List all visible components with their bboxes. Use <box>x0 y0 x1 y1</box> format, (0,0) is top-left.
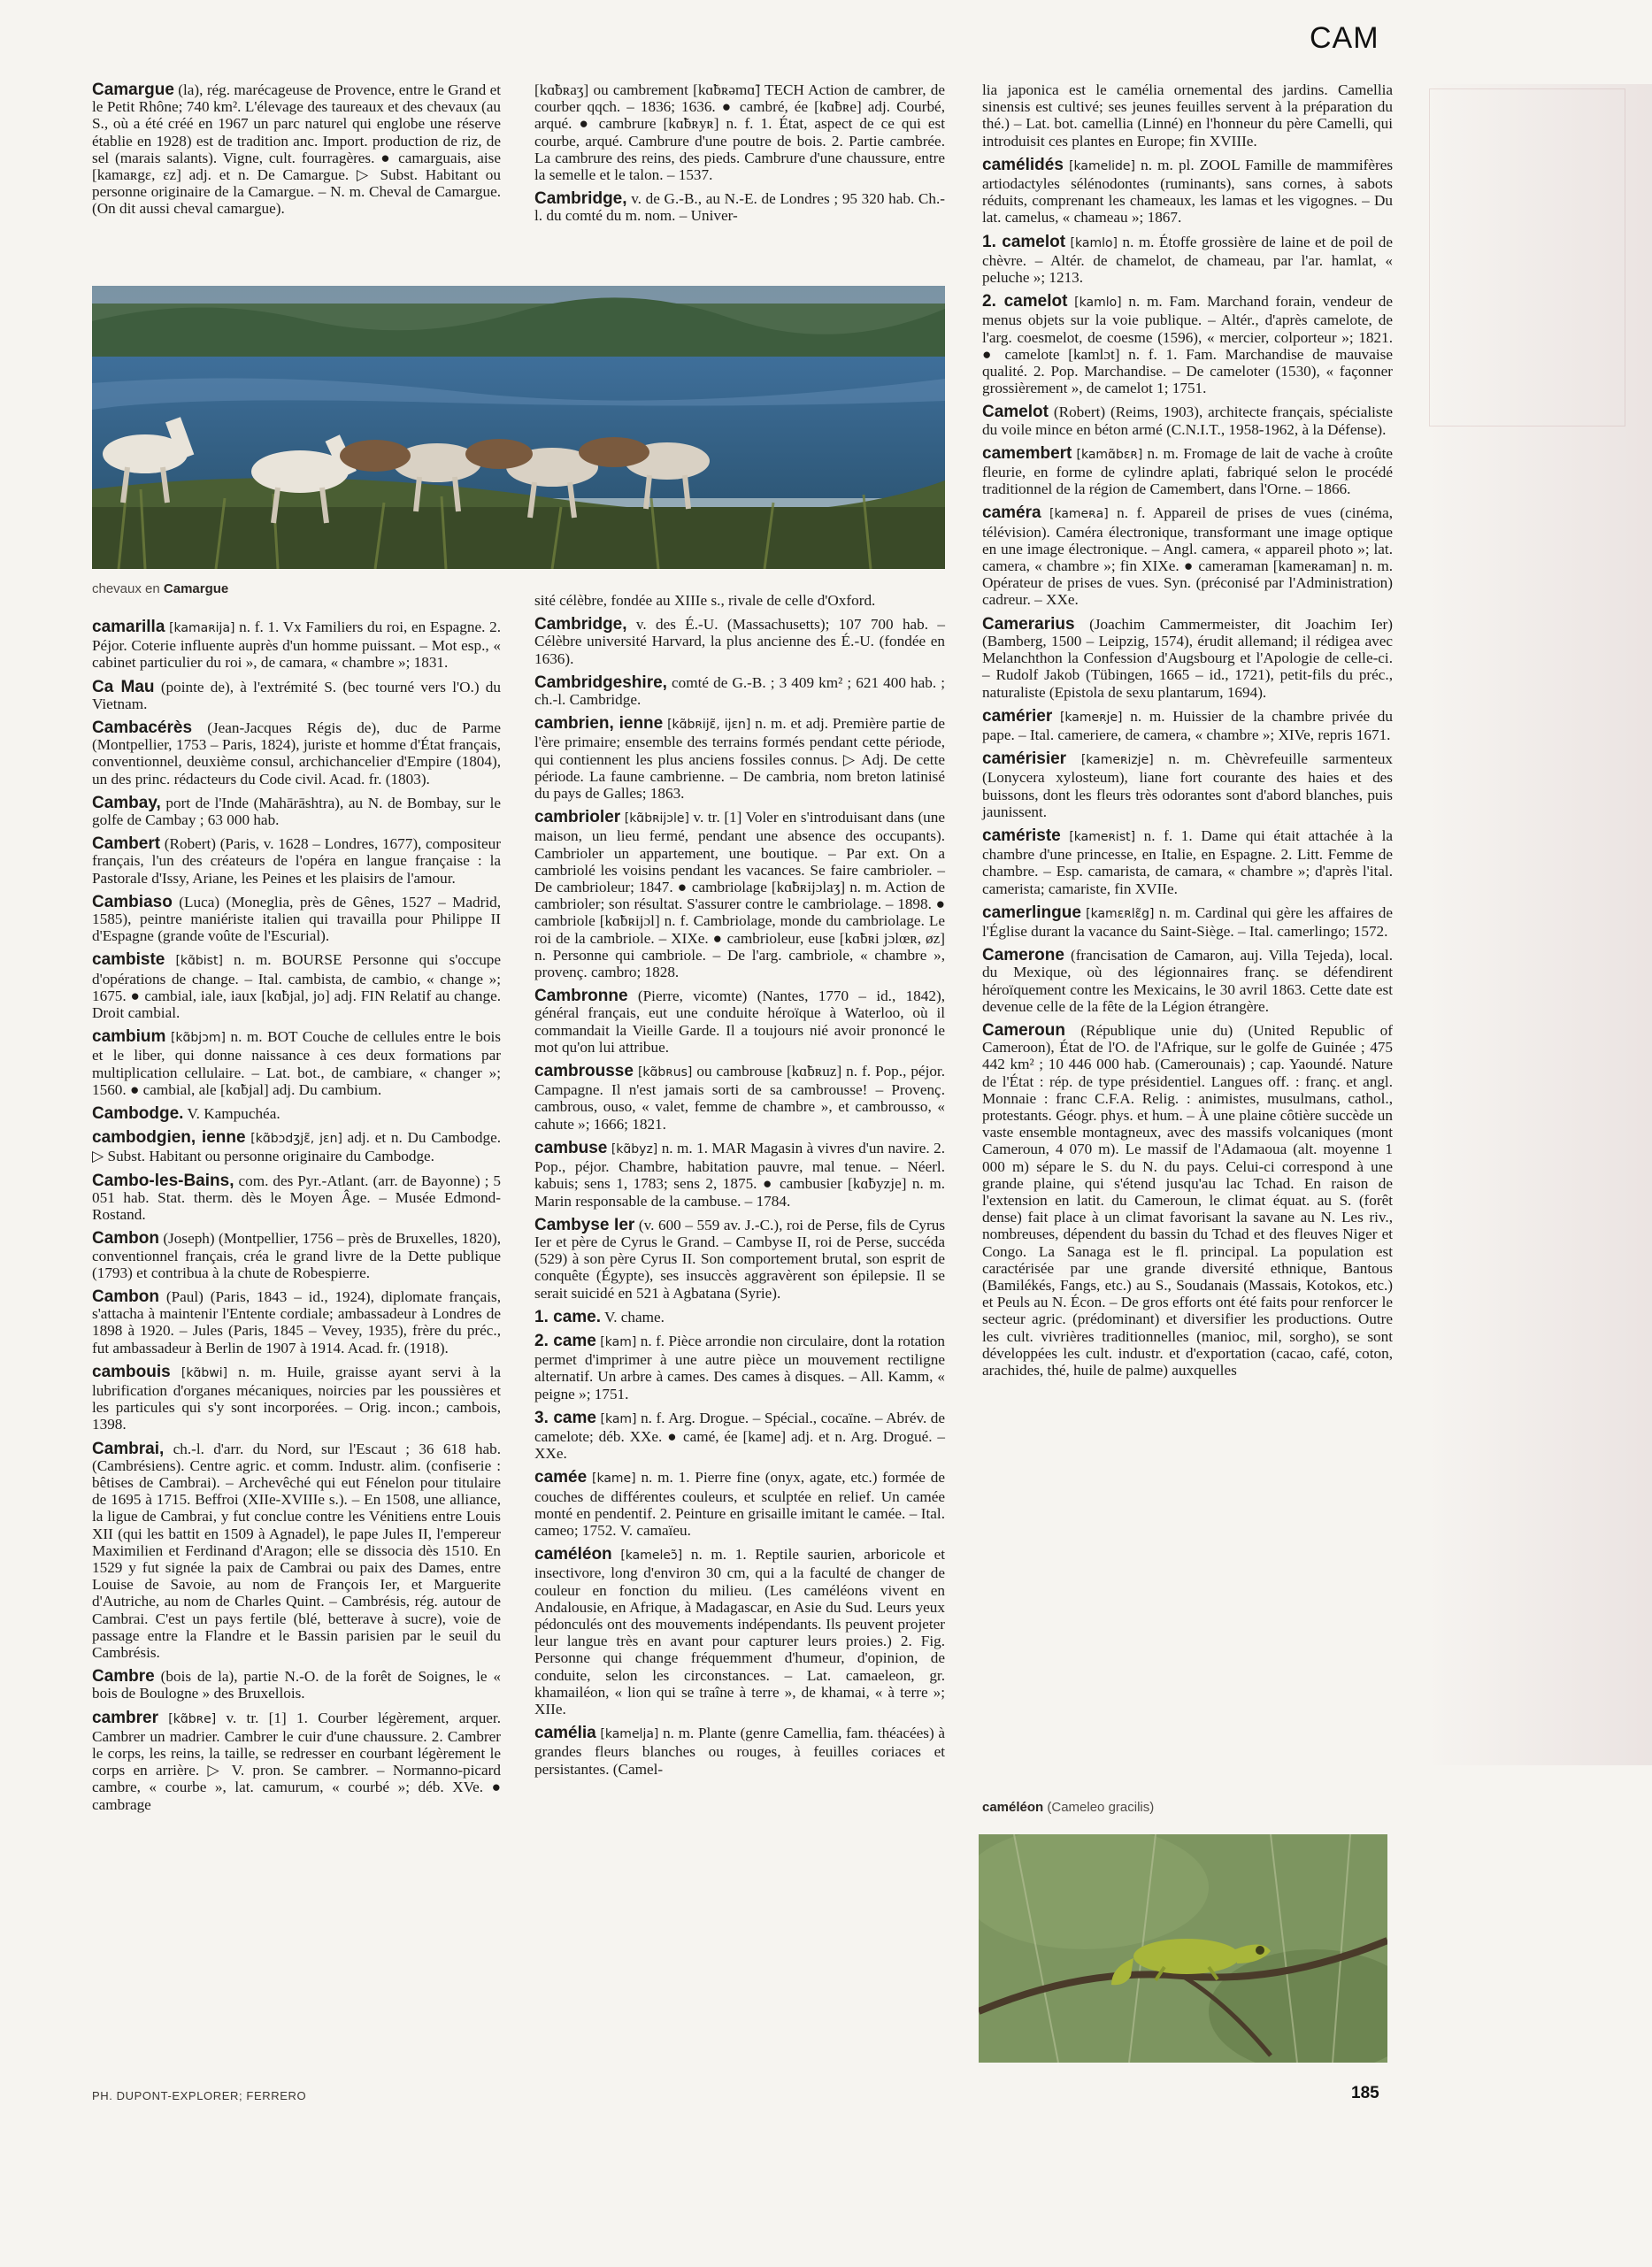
dictionary-entry <box>92 1710 501 1813</box>
cameleon-photo-caption <box>982 1800 1154 1815</box>
entry-headword: Cambre <box>92 1667 155 1687</box>
dictionary-entry <box>534 1725 945 1778</box>
entry-pronunciation: [kamlo] <box>1070 235 1118 250</box>
entry-pronunciation: [kɑ̃bjɔm] <box>170 1031 226 1046</box>
dictionary-entry <box>534 190 945 224</box>
entry-text: sité célèbre, fondée au XIIIe s., rivale de celle d'Oxford. <box>534 592 876 609</box>
entry-headword: Cambodge. <box>92 1104 184 1124</box>
dictionary-entry <box>92 81 501 218</box>
entry-text: n. m. BOT Couche de cellules entre le bois et le liber, qui donne naissance à ces deux formations par multiplication cellulaire. – Lat. bot., de cambiare, « changer »; 1560. ● cambial, ale [kɑ̃bjal] adj. Du cambium. <box>92 1028 501 1098</box>
dictionary-entry <box>534 715 945 802</box>
entry-headword: Cambiaso <box>92 892 173 911</box>
entry-text: [kɑ̃bʀaʒ] ou cambrement [kɑ̃bʀəmɑ̃] TECH Action de cambrer, de courber qqch. – 1836; 1636. ● cambré, ée [kɑ̃bʀe] adj. Courbé, arqué. ● cambrure [kɑ̃bʀyʀ] n. f. 1. État, aspect de ce qui est courbe, arqué. Cambrure d'une poutre de bois. 2. Partie cambrée. La cambrure des reins, des pieds. Cambrure d'une chaussure, entre la semelle et le talon. – 1537. <box>534 81 945 184</box>
dictionary-entry <box>982 1022 1393 1379</box>
entry-pronunciation: [kameʀje] <box>1059 710 1123 725</box>
entry-text: V. chame. <box>604 1308 665 1326</box>
bleed-through-frame <box>1429 88 1625 427</box>
dictionary-entry <box>534 1546 945 1718</box>
dictionary-entry <box>982 947 1393 1015</box>
dictionary-entry <box>982 81 1393 150</box>
entry-headword: camérier <box>982 706 1053 726</box>
entry-pronunciation: [kam] <box>600 1334 637 1349</box>
entry-headword: Cambridge, <box>534 189 627 209</box>
dictionary-entry <box>534 1063 945 1133</box>
dictionary-entry <box>92 619 501 672</box>
entry-text: (bois de la), partie N.-O. de la forêt de Soignes, le « bois de Boulogne » des Bruxellois. <box>92 1668 502 1702</box>
dictionary-entry <box>92 894 501 945</box>
entry-pronunciation: [kamelja] <box>600 1727 659 1742</box>
entry-pronunciation: [kam] <box>600 1411 637 1426</box>
entry-pronunciation: [kɑ̃bʀijɔle] <box>624 811 689 826</box>
camargue-horses-photo <box>92 286 945 569</box>
column-3 <box>982 81 1393 1386</box>
entry-text: (pointe de), à l'extrémité S. (bec tourné vers l'O.) du Vietnam. <box>92 678 501 712</box>
entry-headword: camérisier <box>982 749 1067 769</box>
dictionary-entry <box>534 616 945 667</box>
entry-headword: camarilla <box>92 618 165 636</box>
camargue-photo-caption <box>92 581 228 596</box>
entry-text: (Robert) (Reims, 1903), architecte français, spécialiste du voile mince en béton armé (C.N.I.T., 1958-1962, à la Défense). <box>982 403 1393 438</box>
dictionary-entry <box>534 1410 945 1463</box>
entry-text: n. f. 1. Vx Familiers du roi, en Espagne. 2. Péjor. Coterie influente auprès d'un homme puissant. – Mot esp., « cabinet particulier du roi », de camara, « chambre »; 1831. <box>92 619 501 672</box>
entry-text: n. m. Étoffe grossière de laine et de poil de chèvre. – Altér. de chamelot, de chameau, par l'ar. hamlat, « peluche »; 1213. <box>982 233 1393 287</box>
entry-headword: cambrioler <box>534 808 621 827</box>
dictionary-entry <box>92 1288 501 1356</box>
dictionary-entry <box>534 1217 945 1302</box>
entry-headword: Cambacérès <box>92 719 193 738</box>
entry-headword: caméléon <box>534 1545 612 1564</box>
entry-text: (Joachim Cammermeister, dit Joachim Ier) (Bamberg, 1500 – Leipzig, 1574), érudit allemand; il rédigea avec Melanchthon la Confession d'Augsbourg et l'Apologie de celle-ci. – Rudolf Jakob (Tübingen, 1665 – id., 1721), petit-fils du préc., naturaliste (Epistola de sexu plantarum, 1694). <box>982 615 1394 701</box>
entry-text: n. m. Huile, graisse ayant servi à la lubrification d'organes mécaniques, noircies par les poussières et les particules qui s'y sont incorporées. – Orig. incon.; cambois, 1398. <box>92 1363 502 1433</box>
dictionary-entry <box>534 1333 945 1402</box>
entry-headword: 1. came. <box>534 1307 601 1326</box>
entry-headword: cambrousse <box>534 1062 634 1081</box>
entry-pronunciation: [kɑ̃bʀe] <box>168 1711 217 1726</box>
entry-headword: Cambon <box>92 1287 159 1306</box>
entry-headword: Cambronne <box>534 987 628 1006</box>
entry-pronunciation: [kamaʀija] <box>169 621 235 635</box>
entry-text: (Robert) (Paris, v. 1628 – Londres, 1677), compositeur français, l'un des créateurs de l'opéra en langue française : la Pastorale d'Issy, Ariane, les Peines et les plaisirs de l'amour. <box>92 835 502 887</box>
dictionary-entry <box>92 1172 501 1224</box>
dictionary-entry <box>982 827 1393 897</box>
entry-headword: 2. came <box>534 1331 596 1350</box>
entry-text: v. tr. [1] Voler en s'introduisant dans (une maison, un lieu fermé, pendant une absence des occupants). Cambrioler un appartement, une boutique. – Par ext. On a cambriolé les voisins pendant les vacances. Se faire cambrioler. – De cambrioleur; 1847. ● cambriolage [kɑ̃bʀijɔlaʒ] n. m. Action de cambrioler; son résultat. S'assurer contre le cambriolage. – 1898. ● cambriole [kɑ̃bʀijɔl] n. f. Cambriolage, monde du cambriolage. Le roi de la cambriole. – XIXe. ● cambrioleur, euse [kɑ̃bʀi jɔlœʀ, øz] n. Personne qui cambriole. – De l'arg. cambriole, « chambre », provenç. cambro; 1828. <box>534 809 945 981</box>
dictionary-entry <box>534 81 945 183</box>
entry-text: V. Kampuchéa. <box>187 1105 280 1123</box>
entry-text: n. m. et adj. Première partie de l'ère primaire; ensemble des terrains formés pendant cette période, qui contiennent les plus anciens fossiles connus. ▷ Adj. De cette période. La faune cambrienne. – De cambria, nom breton latinisé du pays de Galles; 1863. <box>534 715 946 803</box>
dictionary-entry <box>92 1230 501 1281</box>
entry-text: n. f. Appareil de prises de vues (cinéma, télévision). Caméra électronique, transformant une image optique en une image électronique. – Angl. camera, « appareil photo »; lat. camera, « chambre »; fin XIXe. ● cameraman [kameʀaman] n. m. Opérateur de prises de vues. Syn. (préconisé par l'Administration) cadreur. – XXe. <box>982 504 1394 609</box>
entry-text: comté de G.-B. ; 3 409 km² ; 621 400 hab. ; ch.-l. Cambridge. <box>534 673 946 709</box>
entry-pronunciation: [kɑ̃bɔdʒjɛ̃, jɛn] <box>250 1132 342 1147</box>
caption-latin: (Cameleo gracilis) <box>1047 1800 1155 1815</box>
entry-headword: camélia <box>534 1724 596 1743</box>
entry-pronunciation: [kameʀist] <box>1069 829 1136 844</box>
dictionary-entry <box>982 708 1393 743</box>
column-1 <box>92 619 501 1820</box>
entry-headword: caméra <box>982 503 1041 523</box>
dictionary-entry <box>534 592 945 609</box>
entry-headword: camée <box>534 1468 588 1487</box>
chameleon-photo <box>979 1834 1387 2063</box>
column-2-top <box>534 81 945 232</box>
entry-headword: camerlingue <box>982 903 1081 922</box>
entry-text: n. m. Plante (genre Camellia, fam. théacées) à grandes fleurs blanches ou rouges, à feuilles coriaces et persistantes. (Camel- <box>534 1725 946 1778</box>
entry-text: (francisation de Camaron, auj. Villa Tejeda), local. du Mexique, où des légionnaires franç. se défendirent héroïquement contre les Mexicains, le 30 avril 1863. Cette date est devenue celle de la fête de la Légion étrangère. <box>982 947 1393 1015</box>
dictionary-entry <box>92 679 501 712</box>
running-head: CAM <box>1310 21 1379 55</box>
entry-headword: camériste <box>982 826 1061 845</box>
dictionary-entry <box>534 674 945 708</box>
entry-headword: Ca Mau <box>92 677 155 696</box>
entry-headword: Camelot <box>982 403 1049 422</box>
dictionary-entry <box>534 1469 945 1539</box>
entry-headword: Cambert <box>92 834 161 854</box>
entry-headword: Camerarius <box>982 614 1075 634</box>
dictionary-entry <box>982 157 1393 227</box>
entry-text: (la), rég. marécageuse de Provence, entre le Grand et le Petit Rhône; 740 km². L'élevage des taureaux et des chevaux (au S., où a été créé en 1967 un parc naturel qui englobe une réserve établie en 1928) est de tradition anc. Import. production de riz, de sel (marais salants). Vigne, cult. fourragères. ● camarguais, aise [kamaʀgɛ, ɛz] adj. et n. De Camargue. ▷ Subst. Habitant ou personne originaire de la Camargue. – N. m. Cheval de Camargue. (On dit aussi cheval camargue). <box>92 81 501 218</box>
column-1-top <box>92 81 501 225</box>
entry-headword: cambodgien, ienne <box>92 1128 246 1148</box>
entry-text: (Pierre, vicomte) (Nantes, 1770 – id., 1842), général français, eut une conduite héroïque à Waterloo, où il commandait la Vieille Garde. Il a toujours nié avoir prononcé le mot qu'on lui attribue. <box>534 987 945 1056</box>
entry-headword: Cambay, <box>92 793 161 812</box>
dictionary-entry <box>92 1364 501 1433</box>
entry-text: n. m. Cardinal qui gère les affaires de l'Église durant la vacance du Saint-Siège. – Ital. camerlingo; 1572. <box>982 903 1394 940</box>
entry-text: n. f. Arg. Drogue. – Spécial., cocaïne. – Abrév. de camelote; déb. XXe. ● camé, ée [kame] adj. et n. Arg. Drogué. – XXe. <box>534 1409 945 1463</box>
dictionary-entry <box>92 719 501 788</box>
entry-text: n. m. Fromage de lait de vache à croûte fleurie, en forme de cylindre aplati, fabriqué selon le procédé traditionnel de la région de Camembert, dans l'Orne. – 1866. <box>982 444 1394 498</box>
dictionary-entry <box>534 1309 945 1326</box>
entry-pronunciation: [kɑ̃bʀus] <box>637 1065 693 1080</box>
entry-text: n. m. Fam. Marchand forain, vendeur de menus objets sur la voie publique. – Altér., d'après camelote, de l'arg. coesmelot, de coesme (1596), « mercier, colporteur »; 1821. ● camelote [kamlɔt] n. f. 1. Fam. Marchandise de mauvaise qualité. 2. Pop. Marchandise. – De cameloter (1530), « façonner grossièrement », de camelot 1; 1751. <box>982 293 1393 397</box>
entry-text: (Jean-Jacques Régis de), duc de Parme (Montpellier, 1753 – Paris, 1824), juriste et homme d'État français, conventionnel, deuxième consul, archichancelier d'Empire (1804), un des princ. rédacteurs du Code civil. Acad. fr. (1803). <box>92 719 502 788</box>
dictionary-entry <box>92 1668 501 1702</box>
dictionary-entry <box>92 951 501 1021</box>
entry-headword: Cameroun <box>982 1020 1065 1040</box>
entry-pronunciation: [kamɑ̃bɛʀ] <box>1076 447 1143 462</box>
entry-text: n. m. 1. MAR Magasin à vivres d'un navire. 2. Pop., péjor. Chambre, habitation pauvre, mal tenue. – Néerl. kabuis; sens 1, 1783; sens 2, 1875. ● cambusier [kɑ̃byzje] n. m. Marin responsable de la cambuse. – 1784. <box>534 1139 946 1210</box>
photo-credit: PH. DUPONT-EXPLORER; FERRERO <box>92 2089 307 2102</box>
dictionary-entry <box>982 445 1393 498</box>
entry-headword: cambium <box>92 1027 166 1047</box>
entry-headword: Cambridgeshire, <box>534 672 667 692</box>
dictionary-entry <box>982 403 1393 437</box>
dictionary-entry <box>534 1140 945 1210</box>
entry-text: v. de G.-B., au N.-E. de Londres ; 95 320 hab. Ch.-l. du comté du m. nom. – Univer- <box>534 190 945 225</box>
entry-pronunciation: [kamlo] <box>1074 296 1122 311</box>
entry-text: n. m. 1. Pierre fine (onyx, agate, etc.) formée de couches de différentes couleurs, et sculptée en relief. Un camée monté en pendentif. 2. Peinture en grisaille imitant le camée. – Ital. cameo; 1752. V. camaïeu. <box>534 1469 945 1539</box>
caption-place: Camargue <box>163 581 229 596</box>
entry-headword: 2. camelot <box>982 292 1068 311</box>
entry-text: (Paul) (Paris, 1843 – id., 1924), diplomate français, s'attacha à maintenir l'Entente cordiale; ambassadeur à Londres de 1898 à 1920. – Jules (Paris, 1845 – Vevey, 1935), frère du préc., fut ambassadeur à Berlin de 1907 à 1914. Acad. fr. (1918). <box>92 1287 501 1356</box>
entry-headword: cambuse <box>534 1138 608 1157</box>
dictionary-entry <box>982 904 1393 940</box>
entry-pronunciation: [kameʀizje] <box>1080 753 1154 768</box>
entry-pronunciation: [kameleɔ̃] <box>620 1548 683 1564</box>
entry-text: (République unie du) (United Republic of Cameroon), État de l'O. de l'Afrique, sur le golfe de Guinée ; 475 442 km² ; 10 446 000 hab. (Camerounais) ; cap. Yaoundé. Nature de l'État : rép. de type présidentiel. Langues off. : franç. et angl. Monnaie : franc C.F.A. Relig. : animistes, musulmans, cathol., protestants. Géogr. phys. et hum. – À une plaine côtière succède un vaste ensemble montagneux, avec des massifs volcaniques (mont Cameroun, 4 070 m). Le massif de l'Adamaoua (alt. moyenne 1 000 m) sépare le S. du N. du pays. Celui-ci correspond à une grande plaine, qui s'étend jusqu'au lac Tchad. En raison de l'extension en latit. du Cameroun, le climat équat. au S. (forêt dense) fait place à un climat favorisant la savane au N. Les riv., nombreuses, dépendent du bassin du Tchad et des fleuves Niger et Congo. La Sanaga est le fl. principal. La population est caractérisée par une grande diversité ethnique, Bantous (Bamilékés, Fangs, etc.) au S., Soudanais (Massais, Kotokos, etc.) et Peuls au N. Écon. – De gros efforts ont été faits pour renforcer le secteur agric. (prédominant) et diversifier les productions. Outre les cult. vivrières traditionnelles (manioc, mil, sorgho), se sont développées les cult. industr. et d'exportation (cacao, café, coton, arachides, thé, huile de palme) auxquelles <box>982 1021 1393 1379</box>
entry-headword: 1. camelot <box>982 232 1066 251</box>
entry-text: n. m. Chèvrefeuille sarmenteux (Lonycera xylosteum), liane fort courante des haies et des buissons, dont les fleurs très odorantes sont d'abord blanches, puis jaunissent. <box>982 750 1394 820</box>
entry-pronunciation: [kamɛʀlɛ̃g] <box>1086 906 1155 921</box>
entry-text: n. m. Huissier de la chambre privée du pape. – Ital. cameriere, de camera, « chambre »; XIVe, repris 1671. <box>982 707 1393 743</box>
entry-headword: cambiste <box>92 950 165 970</box>
dictionary-entry <box>92 1441 501 1662</box>
page-number: 185 <box>1351 2084 1379 2102</box>
dictionary-entry <box>92 835 501 887</box>
dictionary-entry <box>534 809 945 980</box>
caption-name: caméléon <box>982 1800 1044 1815</box>
entry-headword: Camerone <box>982 946 1064 965</box>
entry-headword: cambrer <box>92 1708 158 1727</box>
entry-text: port de l'Inde (Mahārāshtra), au N. de Bombay, sur le golfe de Cambay ; 63 000 hab. <box>92 794 501 829</box>
dictionary-entry <box>92 795 501 828</box>
entry-pronunciation: [kame] <box>592 1472 636 1487</box>
entry-text: n. m. pl. ZOOL Famille de mammifères artiodactyles sélénodontes (ruminants), sans cornes, à sabots réduits, comprenant les chameaux, les lamas et les vigognes. – Du lat. camelus, « chameau »; 1867. <box>982 156 1394 227</box>
entry-text: n. f. 1. Dame qui était attachée à la chambre d'une princesse, en Italie, en Espagne. 2. Litt. Femme de chambre. – Esp. camarista, de camara, « chambre »; d'après l'ital. camerista; camariste, fin XVIIe. <box>982 826 1394 897</box>
entry-pronunciation: [kɑ̃byz] <box>611 1141 658 1157</box>
entry-text: n. m. 1. Reptile saurien, arboricole et insectivore, long d'environ 30 cm, qui a la faculté de changer de couleur en fonction du milieu. (Les caméléons vivent en Andalousie, en Afrique, à Madagascar, en Asie du Sud. Leurs yeux pédonculés ont des mouvements indépendants. Ils peuvent projeter leur langue très en avant pour capturer leurs proies.) 2. Fig. Personne qui change fréquemment d'humeur, d'opinion, de conduite, selon les circonstances. – Lat. camaeleon, gr. khamailéon, « lion qui se traîne à terre », de khamai, « à terre »; XIIe. <box>534 1546 946 1718</box>
dictionary-entry <box>982 293 1393 396</box>
entry-headword: Cambon <box>92 1229 159 1249</box>
entry-headword: cambouis <box>92 1362 171 1381</box>
entry-text: ch.-l. d'arr. du Nord, sur l'Escaut ; 36 618 hab. (Cambrésiens). Centre agric. et comm. Industr. alim. (confiserie : bêtises de Cambrai). – Archevêché qui eut Fénelon pour titulaire de 1695 à 1715. Beffroi (XIIe-XVIIIe s.). – En 1508, une alliance, la ligue de Cambrai, y fut conclue contre les Vénitiens entre Louis XII (qui les battit en 1509 à Agnadel), le pape Jules II, l'empereur Maximilien et Ferdinand d'Aragon; elle se dissocia dès 1510. En 1529 y fut signée la paix de Cambrai ou paix des Dames, entre Louise de Savoie, au nom de François Ier, et Marguerite d'Autriche, au nom de Charles Quint. – Cambrésis, rég. autour de Cambrai. C'est un pays fertile (blé, betterave à sucre), voie de passage entre la Flandre et le Bassin parisien par le seuil du Cambrésis. <box>92 1440 501 1661</box>
entry-pronunciation: [kɑ̃bist] <box>175 954 223 969</box>
entry-headword: Cambyse Ier <box>534 1215 635 1234</box>
dictionary-entry <box>534 987 945 1056</box>
entry-text: (v. 600 – 559 av. J.-C.), roi de Perse, fils de Cyrus Ier et père de Cyrus le Grand. – Cambyse II, roi de Perse, succéda (529) à son père Cyrus II. Son comportement brutal, son esprit de conquête (Égypte), ses insuccès aggravèrent son épilepsie. Il se serait suicidé en 521 à Agbatana (Syrie). <box>534 1216 946 1302</box>
entry-headword: Camargue <box>92 81 174 99</box>
caption-prefix: chevaux en <box>92 581 164 596</box>
entry-headword: Cambo-les-Bains, <box>92 1171 234 1190</box>
entry-headword: camembert <box>982 443 1072 463</box>
entry-text: n. m. BOURSE Personne qui s'occupe d'opérations de change. – Ital. cambista, de cambio, « change »; 1675. ● cambial, iale, iaux [kɑ̃bjal, jo] adj. FIN Relatif au change. Droit cambial. <box>92 951 502 1022</box>
entry-text: (Joseph) (Montpellier, 1756 – près de Bruxelles, 1820), conventionnel français, créa le grand livre de la Dette publique (1793) et contribua à la chute de Robespierre. <box>92 1230 502 1281</box>
dictionary-entry <box>92 1105 501 1122</box>
entry-pronunciation: [kɑ̃bʀijɛ̃, ijɛn] <box>667 718 751 733</box>
entry-text: n. f. Pièce arrondie non circulaire, dont la rotation permet d'imprimer à une autre pièce un mouvement rectiligne alternatif. Un arbre à cames. Des cames à disques. – All. Kamm, « peigne »; 1751. <box>534 1332 945 1402</box>
entry-headword: 3. came <box>534 1408 596 1427</box>
entry-headword: Cambridge, <box>534 615 627 634</box>
entry-headword: Cambrai, <box>92 1439 165 1458</box>
dictionary-entry <box>92 1129 501 1164</box>
dictionary-entry <box>982 234 1393 287</box>
dictionary-entry <box>982 504 1393 608</box>
entry-headword: camélidés <box>982 155 1064 174</box>
entry-text: lia japonica est le camélia ornemental des jardins. Camellia sinensis est cultivé; ses jeunes feuilles servent à la préparation du thé.) – Lat. bot. camellia (Linné) en l'honneur du père Camelli, qui introduisit ces plantes en Europe; fin XVIIIe. <box>982 81 1393 150</box>
entry-pronunciation: [kɑ̃bwi] <box>181 1365 228 1380</box>
camargue-photo-illustration <box>92 286 945 569</box>
chameleon-photo-illustration <box>979 1834 1387 2063</box>
entry-pronunciation: [kamelide] <box>1069 158 1135 173</box>
entry-text: (Luca) (Moneglia, près de Gênes, 1527 – Madrid, 1585), peintre maniériste italien qui travailla pour Philippe II d'Espagne (grande voûte de l'Escurial). <box>92 893 501 945</box>
column-2 <box>534 592 945 1785</box>
entry-text: v. des É.-U. (Massachusetts); 107 700 hab. – Célèbre université Harvard, la plus ancienne des É.-U. (fondée en 1636). <box>534 616 946 667</box>
entry-text: v. tr. [1] 1. Courber légèrement, arquer. Cambrer un madrier. Cambrer le cuir d'une chaussure. 2. Cambrer le corps, les reins, la taille, se redresser en courbant légèrement le corps en arrière. ▷ V. pron. Se cambrer. – Normanno-picard cambre, « courbe », lat. camurum, « courbé »; déb. XVe. ● cambrage <box>92 1709 501 1813</box>
entry-text: adj. et n. Du Cambodge. ▷ Subst. Habitant ou personne originaire du Cambodge. <box>92 1129 502 1165</box>
dictionary-entry <box>982 750 1393 820</box>
dictionary-entry <box>982 616 1393 701</box>
entry-headword: cambrien, ienne <box>534 714 664 734</box>
entry-text: ou cambrouse [kɑ̃bʀuz] n. f. Pop., péjor. Campagne. Il n'est jamais sorti de sa cambrousse! – Provenç. cambrous, ouso, « valet, femme de chambre », et cambrousso, « cahute »; 1666; 1821. <box>534 1063 946 1133</box>
entry-text: com. des Pyr.-Atlant. (arr. de Bayonne) ; 5 051 hab. Stat. therm. dès le Moyen Âge. – Musée Edmond-Rostand. <box>92 1172 502 1224</box>
dictionary-entry <box>92 1028 501 1098</box>
entry-pronunciation: [kameʀa] <box>1049 507 1109 522</box>
